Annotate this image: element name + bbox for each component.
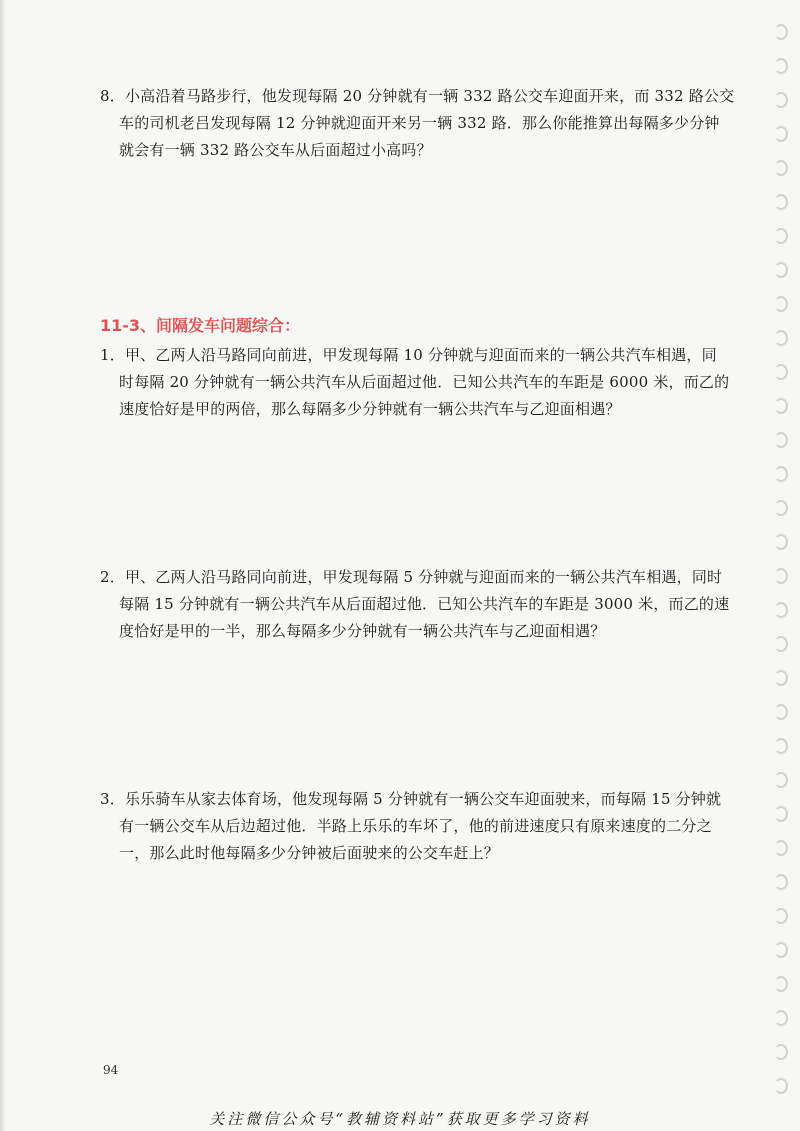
- binding-ring: [774, 738, 788, 754]
- binding-ring: [774, 398, 788, 414]
- question-8-line-1: 8．小高沿着马路步行，他发现每隔 20 分钟就有一辆 332 路公交车迎面开来，而 332 路公交: [100, 87, 735, 105]
- binding-ring: [774, 330, 788, 346]
- footer-note: 关注微信公众号“教辅资料站”获取更多学习资料: [209, 1110, 591, 1128]
- question-3-line-1: 3．乐乐骑车从家去体育场，他发现每隔 5 分钟就有一辆公交车迎面驶来，而每隔 15 分钟就: [100, 790, 722, 808]
- binding-ring: [774, 1078, 788, 1094]
- binding-ring: [774, 500, 788, 516]
- question-2: [100, 564, 730, 645]
- binding-ring: [774, 942, 788, 958]
- binding-ring: [774, 1044, 788, 1060]
- question-1-line-1: 1．甲、乙两人沿马路同向前进，甲发现每隔 10 分钟就与迎面而来的一辆公共汽车相遇，同: [100, 346, 717, 364]
- binding-ring: [774, 806, 788, 822]
- binding-ring: [774, 24, 788, 40]
- binding-ring: [774, 568, 788, 584]
- binding-ring: [774, 296, 788, 312]
- question-3: [100, 786, 730, 867]
- binding-ring: [774, 194, 788, 210]
- binding-ring: [774, 1010, 788, 1026]
- question-1-line-2: 时每隔 20 分钟就有一辆公共汽车从后面超过他．已知公共汽车的车距是 6000 米，而乙的: [119, 373, 730, 391]
- question-8-line-2: 车的司机老吕发现每隔 12 分钟就迎面开来另一辆 332 路．那么你能推算出每隔多少分钟: [119, 114, 720, 132]
- question-8-line-3: 就会有一辆 332 路公交车从后面超过小高吗？: [119, 141, 432, 159]
- question-1-line-3: 速度恰好是甲的两倍，那么每隔多少分钟就有一辆公共汽车与乙迎面相遇？: [119, 400, 621, 418]
- binding-ring: [774, 228, 788, 244]
- binding-ring: [774, 840, 788, 856]
- section-title: 11-3、间隔发车问题综合：: [100, 316, 301, 335]
- question-2-line-1: 2．甲、乙两人沿马路同向前进，甲发现每隔 5 分钟就与迎面而来的一辆公共汽车相遇，同时: [100, 568, 723, 586]
- page-number: 94: [103, 1063, 119, 1077]
- binding-ring: [774, 908, 788, 924]
- question-2-line-3: 度恰好是甲的一半，那么每隔多少分钟就有一辆公共汽车与乙迎面相遇？: [119, 622, 606, 640]
- binding-ring: [774, 976, 788, 992]
- binding-ring: [774, 636, 788, 652]
- question-1: [100, 342, 730, 423]
- binding-ring: [774, 534, 788, 550]
- binding-ring: [774, 364, 788, 380]
- binding-ring: [774, 126, 788, 142]
- binding-ring: [774, 92, 788, 108]
- binding-ring: [774, 58, 788, 74]
- binding-ring: [774, 772, 788, 788]
- question-8: [100, 83, 735, 164]
- binding-ring: [774, 874, 788, 890]
- binding-ring: [774, 432, 788, 448]
- binding-ring: [774, 160, 788, 176]
- binding-ring: [774, 704, 788, 720]
- spiral-binding: [772, 24, 796, 1114]
- question-3-line-3: 一，那么此时他每隔多少分钟被后面驶来的公交车赶上？: [119, 844, 500, 862]
- binding-ring: [774, 466, 788, 482]
- binding-ring: [774, 670, 788, 686]
- question-2-line-2: 每隔 15 分钟就有一辆公共汽车从后面超过他．已知公共汽车的车距是 3000 米，而乙的速: [119, 595, 730, 613]
- binding-ring: [774, 262, 788, 278]
- question-3-line-2: 有一辆公交车从后边超过他．半路上乐乐的车坏了，他的前进速度只有原来速度的二分之: [119, 817, 712, 835]
- binding-ring: [774, 602, 788, 618]
